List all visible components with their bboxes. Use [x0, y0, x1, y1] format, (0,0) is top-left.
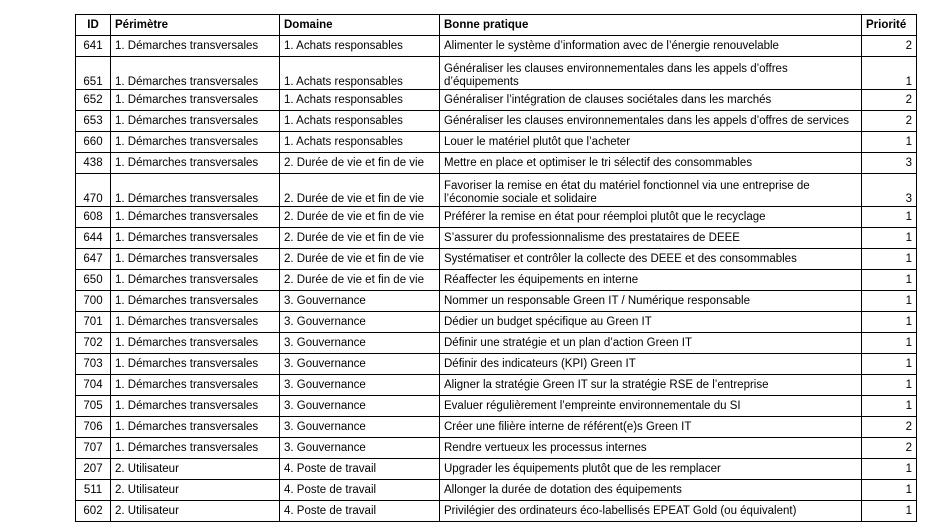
cell-domaine: 3. Gouvernance: [280, 354, 440, 375]
cell-pratique: Définir une stratégie et un plan d’action Green IT: [440, 333, 862, 354]
table-row: [76, 207, 917, 228]
table-row: [76, 57, 917, 90]
table-row: [76, 36, 917, 57]
best-practices-table: [75, 14, 917, 522]
table-row: [76, 291, 917, 312]
cell-domaine: 2. Durée de vie et fin de vie: [280, 249, 440, 270]
cell-pratique: Nommer un responsable Green IT / Numérique responsable: [440, 291, 862, 312]
cell-pratique: Aligner la stratégie Green IT sur la stratégie RSE de l’entreprise: [440, 375, 862, 396]
cell-domaine: 3. Gouvernance: [280, 375, 440, 396]
cell-id: 707: [76, 438, 111, 459]
cell-perimetre: 1. Démarches transversales: [111, 417, 280, 438]
cell-priorite: 1: [862, 396, 917, 417]
cell-perimetre: 1. Démarches transversales: [111, 132, 280, 153]
cell-priorite: 2: [862, 36, 917, 57]
cell-perimetre: 1. Démarches transversales: [111, 57, 280, 90]
cell-priorite: 1: [862, 312, 917, 333]
cell-priorite: 2: [862, 111, 917, 132]
cell-pratique: Louer le matériel plutôt que l’acheter: [440, 132, 862, 153]
table-row: [76, 174, 917, 207]
cell-id: 602: [76, 501, 111, 522]
table-row: [76, 375, 917, 396]
cell-domaine: 4. Poste de travail: [280, 459, 440, 480]
cell-id: 660: [76, 132, 111, 153]
cell-priorite: 1: [862, 375, 917, 396]
cell-perimetre: 1. Démarches transversales: [111, 174, 280, 207]
cell-perimetre: 2. Utilisateur: [111, 459, 280, 480]
cell-perimetre: 1. Démarches transversales: [111, 207, 280, 228]
cell-perimetre: 1. Démarches transversales: [111, 111, 280, 132]
cell-domaine: 2. Durée de vie et fin de vie: [280, 228, 440, 249]
cell-pratique: Rendre vertueux les processus internes: [440, 438, 862, 459]
cell-pratique: Upgrader les équipements plutôt que de les remplacer: [440, 459, 862, 480]
header-pratique: Bonne pratique: [440, 15, 862, 36]
cell-id: 207: [76, 459, 111, 480]
cell-domaine: 2. Durée de vie et fin de vie: [280, 270, 440, 291]
cell-domaine: 3. Gouvernance: [280, 417, 440, 438]
cell-priorite: 2: [862, 417, 917, 438]
cell-priorite: 1: [862, 501, 917, 522]
cell-id: 650: [76, 270, 111, 291]
table-row: [76, 459, 917, 480]
table-row: [76, 501, 917, 522]
cell-id: 703: [76, 354, 111, 375]
cell-id: 706: [76, 417, 111, 438]
cell-domaine: 3. Gouvernance: [280, 396, 440, 417]
table-row: [76, 111, 917, 132]
cell-perimetre: 1. Démarches transversales: [111, 354, 280, 375]
cell-id: 701: [76, 312, 111, 333]
table-row: [76, 132, 917, 153]
cell-domaine: 1. Achats responsables: [280, 90, 440, 111]
cell-perimetre: 1. Démarches transversales: [111, 312, 280, 333]
cell-perimetre: 2. Utilisateur: [111, 501, 280, 522]
cell-id: 438: [76, 153, 111, 174]
table-row: [76, 396, 917, 417]
cell-perimetre: 1. Démarches transversales: [111, 333, 280, 354]
cell-perimetre: 1. Démarches transversales: [111, 438, 280, 459]
cell-priorite: 1: [862, 207, 917, 228]
table-row: [76, 153, 917, 174]
table-row: [76, 417, 917, 438]
cell-priorite: 1: [862, 132, 917, 153]
cell-id: 608: [76, 207, 111, 228]
cell-id: 653: [76, 111, 111, 132]
table-row: [76, 249, 917, 270]
cell-domaine: 2. Durée de vie et fin de vie: [280, 207, 440, 228]
cell-pratique: Définir des indicateurs (KPI) Green IT: [440, 354, 862, 375]
cell-priorite: 1: [862, 459, 917, 480]
cell-pratique: Evaluer régulièrement l’empreinte environnementale du SI: [440, 396, 862, 417]
header-id: ID: [76, 15, 111, 36]
cell-pratique: Favoriser la remise en état du matériel fonctionnel via une entreprise de l’économie sociale et solidaire: [440, 174, 862, 207]
cell-priorite: 2: [862, 438, 917, 459]
cell-domaine: 4. Poste de travail: [280, 501, 440, 522]
cell-pratique: Créer une filière interne de référent(e)s Green IT: [440, 417, 862, 438]
cell-domaine: 3. Gouvernance: [280, 438, 440, 459]
cell-pratique: Généraliser les clauses environnementales dans les appels d’offres d’équipements: [440, 57, 862, 90]
table-row: [76, 90, 917, 111]
cell-domaine: 3. Gouvernance: [280, 333, 440, 354]
cell-perimetre: 1. Démarches transversales: [111, 228, 280, 249]
cell-priorite: 1: [862, 333, 917, 354]
table-row: [76, 228, 917, 249]
cell-pratique: Mettre en place et optimiser le tri sélectif des consommables: [440, 153, 862, 174]
cell-id: 652: [76, 90, 111, 111]
cell-priorite: 1: [862, 480, 917, 501]
table-row: [76, 438, 917, 459]
cell-id: 700: [76, 291, 111, 312]
cell-priorite: 1: [862, 228, 917, 249]
cell-pratique: Généraliser l’intégration de clauses sociétales dans les marchés: [440, 90, 862, 111]
cell-pratique: Systématiser et contrôler la collecte des DEEE et des consommables: [440, 249, 862, 270]
table-row: [76, 312, 917, 333]
cell-pratique: Allonger la durée de dotation des équipements: [440, 480, 862, 501]
cell-pratique: Généraliser les clauses environnementales dans les appels d’offres de services: [440, 111, 862, 132]
cell-id: 704: [76, 375, 111, 396]
table-row: [76, 270, 917, 291]
cell-priorite: 1: [862, 249, 917, 270]
cell-perimetre: 2. Utilisateur: [111, 480, 280, 501]
cell-priorite: 1: [862, 291, 917, 312]
cell-domaine: 4. Poste de travail: [280, 480, 440, 501]
cell-domaine: 1. Achats responsables: [280, 36, 440, 57]
cell-perimetre: 1. Démarches transversales: [111, 375, 280, 396]
cell-priorite: 2: [862, 90, 917, 111]
cell-id: 644: [76, 228, 111, 249]
cell-domaine: 1. Achats responsables: [280, 57, 440, 90]
cell-perimetre: 1. Démarches transversales: [111, 153, 280, 174]
cell-perimetre: 1. Démarches transversales: [111, 396, 280, 417]
cell-domaine: 3. Gouvernance: [280, 291, 440, 312]
cell-id: 702: [76, 333, 111, 354]
cell-perimetre: 1. Démarches transversales: [111, 291, 280, 312]
cell-pratique: Dédier un budget spécifique au Green IT: [440, 312, 862, 333]
cell-domaine: 2. Durée de vie et fin de vie: [280, 153, 440, 174]
cell-domaine: 1. Achats responsables: [280, 132, 440, 153]
cell-priorite: 1: [862, 57, 917, 90]
cell-pratique: Réaffecter les équipements en interne: [440, 270, 862, 291]
cell-id: 470: [76, 174, 111, 207]
cell-domaine: 3. Gouvernance: [280, 312, 440, 333]
header-priorite: Priorité: [862, 15, 917, 36]
cell-perimetre: 1. Démarches transversales: [111, 249, 280, 270]
cell-priorite: 1: [862, 270, 917, 291]
table-header: [76, 15, 917, 36]
cell-id: 511: [76, 480, 111, 501]
cell-id: 651: [76, 57, 111, 90]
cell-perimetre: 1. Démarches transversales: [111, 270, 280, 291]
cell-pratique: Alimenter le système d’information avec de l’énergie renouvelable: [440, 36, 862, 57]
table-row: [76, 333, 917, 354]
cell-priorite: 3: [862, 153, 917, 174]
cell-pratique: Privilégier des ordinateurs éco-labellisés EPEAT Gold (ou équivalent): [440, 501, 862, 522]
cell-id: 641: [76, 36, 111, 57]
cell-priorite: 3: [862, 174, 917, 207]
cell-perimetre: 1. Démarches transversales: [111, 36, 280, 57]
table-row: [76, 354, 917, 375]
cell-id: 647: [76, 249, 111, 270]
cell-pratique: S’assurer du professionnalisme des prestataires de DEEE: [440, 228, 862, 249]
header-domaine: Domaine: [280, 15, 440, 36]
table-row: [76, 480, 917, 501]
cell-perimetre: 1. Démarches transversales: [111, 90, 280, 111]
cell-id: 705: [76, 396, 111, 417]
cell-domaine: 2. Durée de vie et fin de vie: [280, 174, 440, 207]
cell-domaine: 1. Achats responsables: [280, 111, 440, 132]
cell-pratique: Préférer la remise en état pour réemploi plutôt que le recyclage: [440, 207, 862, 228]
header-perimetre: Périmètre: [111, 15, 280, 36]
cell-priorite: 1: [862, 354, 917, 375]
